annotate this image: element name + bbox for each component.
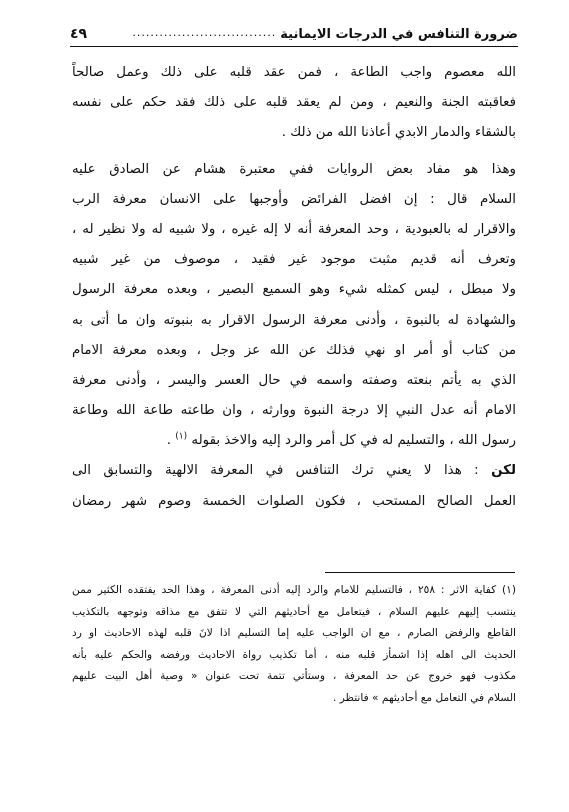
text-line — [72, 456, 516, 486]
header-rule — [70, 46, 518, 47]
text-line: وهذا هو مفاد بعض الروايات ففي معتبرة هشام عن الصادق عليه — [72, 161, 516, 177]
text-line: والاقرار له بالعبودية ، وحد المعرفة أنه لا إله غيره ، ولا شبيه له ولا نظير له ، — [72, 221, 516, 237]
sentence-end: . — [166, 433, 176, 449]
footnote-rule — [325, 572, 515, 573]
footnote-line: (١) كفاية الاثر : ٢٥٨ ، فالتسليم للامام والرد إليه أدنى المعرفة ، وهذا الحد يفتقده الكثير ممن — [72, 584, 516, 596]
text-line: العمل الصالح المستحب ، فكون الصلوات الخمسة وصوم شهر رمضان — [72, 493, 516, 509]
lead-word: لكن — [491, 463, 516, 479]
running-header-title: ضرورة التنافس في الدرجات الايمانية — [280, 27, 518, 42]
text-line — [72, 426, 516, 456]
text-line: وتعرف أنه قديم مثبت موجود غير فقيد ، موصوف من غير شبيه — [72, 252, 516, 268]
text-line: الامام أنه عدل النبي إلا درجة النبوة ووارثه ، وان طاعته طاعة الله وطاعة — [72, 403, 516, 419]
page-number: ٤٩ — [70, 26, 88, 42]
text-line: والشهادة له بالنبوة ، وأدنى معرفة الرسول الاقرار به بنبوته وان ما أتى به — [72, 312, 516, 328]
footnote-line: الحديث الى اهله إذا اشمأز قلبه منه ، أما تكذيب رواة الاحاديث ورفضه والحكم عليه بأنه — [72, 648, 516, 661]
footnote-line: القاطع والرفض الصارم ، مع ان الواجب عليه إما التسليم اذا لانَ قلبه لهذه الاحاديث او رد — [72, 627, 516, 640]
footnote — [72, 580, 516, 710]
text-line: فعاقبته الجنة والنعيم ، ومن لم يعقد قلبه على ذلك فقد حكم على نفسه — [72, 95, 516, 111]
text-line: بالشقاء والدمار الابدي أعاذنا الله من ذلك . — [281, 125, 516, 141]
text-line: الله معصوم واجب الطاعة ، فمن عقد قلبه على ذلك وعمل صالحاً — [72, 65, 516, 80]
text-line-content: رسول الله ، والتسليم له في كل أمر والرد إليه والاخذ بقوله — [191, 433, 516, 449]
leader-dots: ................................ — [132, 26, 277, 39]
text-line: السلام قال : إن افضل الفرائض وأوجبها على الانسان معرفة الرب — [72, 191, 516, 207]
text-line: الذي به يأتم بنعته وصفته واسمه في حال العسر واليسر ، وأدنى معرفة — [72, 372, 516, 388]
main-text — [72, 58, 516, 517]
footnote-reference[interactable]: (١) — [175, 431, 188, 442]
text-line: من كتاب أو أمر او نهي فذلك عن الله عز وجل ، وبعده معرفة الامام — [72, 342, 516, 358]
text-line: ولا مبطل ، ليس كمثله شيء وهو السميع البصير ، وبعده معرفة الرسول — [72, 282, 516, 298]
text-line-content: : هذا لا يعني ترك التنافس في المعرفة الالهية والتسابق الى — [72, 463, 492, 479]
running-header — [70, 20, 518, 42]
footnote-line: السلام في التعامل مع أحاديثهم » فانتظر . — [332, 691, 516, 704]
footnote-line: ينتسب إليهم عليهم السلام ، فيتعامل مع أحاديثهم التي لا تتفق مع مذاقه وتوجهه بالتكذيب — [72, 605, 516, 618]
footnote-line: مكذوب فهو خروج عن حد المعرفة ، وستأتي تتمة تحت عنوان « وصية أهل البيت عليهم — [72, 670, 516, 683]
